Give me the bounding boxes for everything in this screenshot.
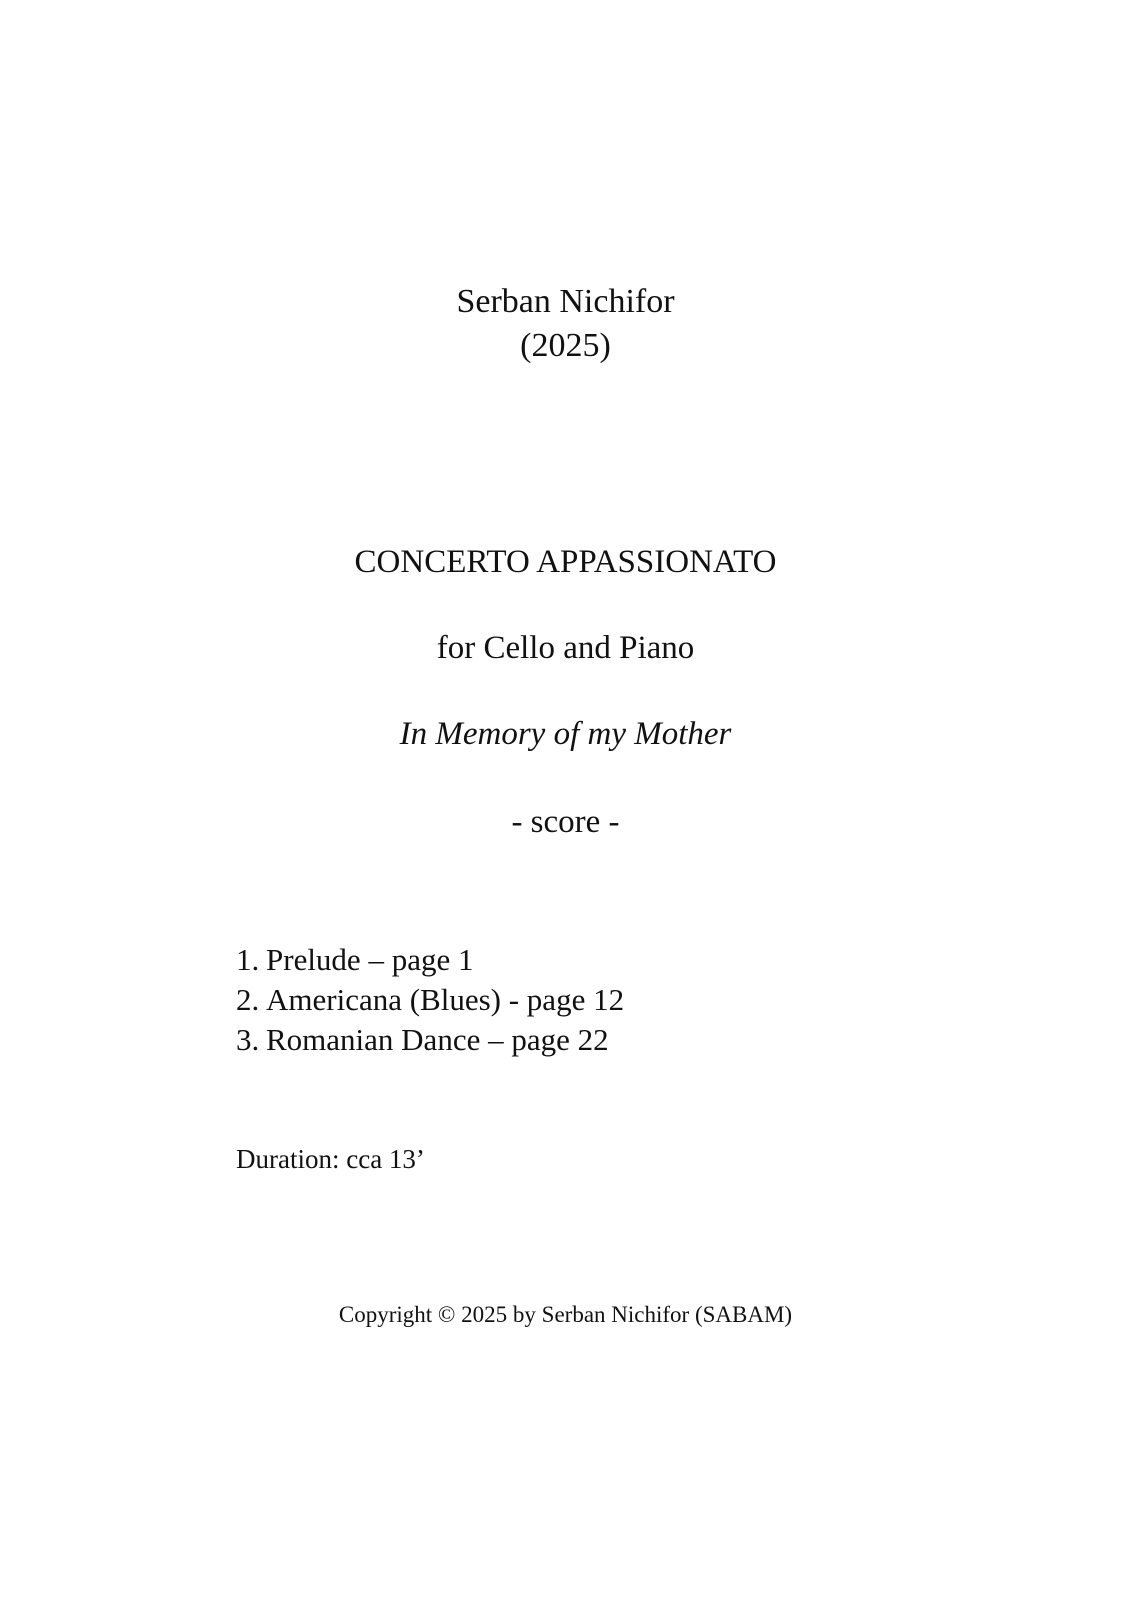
- copyright-notice: Copyright © 2025 by Serban Nichifor (SABAM): [338, 1302, 793, 1327]
- movement-item: [236, 940, 624, 980]
- composer-name: Serban Nichifor: [456, 283, 675, 320]
- movement-text: Americana (Blues) - page 12: [266, 982, 625, 1017]
- movement-text: Romanian Dance – page 22: [266, 1022, 609, 1057]
- duration-note: Duration: cca 13’: [236, 1144, 425, 1174]
- movement-list: [236, 940, 624, 1060]
- edition-label: - score -: [511, 804, 620, 840]
- movement-number: 2.: [236, 982, 260, 1017]
- work-title: CONCERTO APPASSIONATO: [354, 544, 777, 580]
- movement-number: 3.: [236, 1022, 260, 1057]
- dedication: In Memory of my Mother: [399, 716, 732, 752]
- movement-number: 1.: [236, 942, 260, 977]
- movement-item: [236, 1020, 624, 1060]
- composition-year: (2025): [520, 327, 611, 364]
- movement-text: Prelude – page 1: [266, 942, 474, 977]
- movement-item: [236, 980, 624, 1020]
- work-subtitle: for Cello and Piano: [436, 630, 695, 666]
